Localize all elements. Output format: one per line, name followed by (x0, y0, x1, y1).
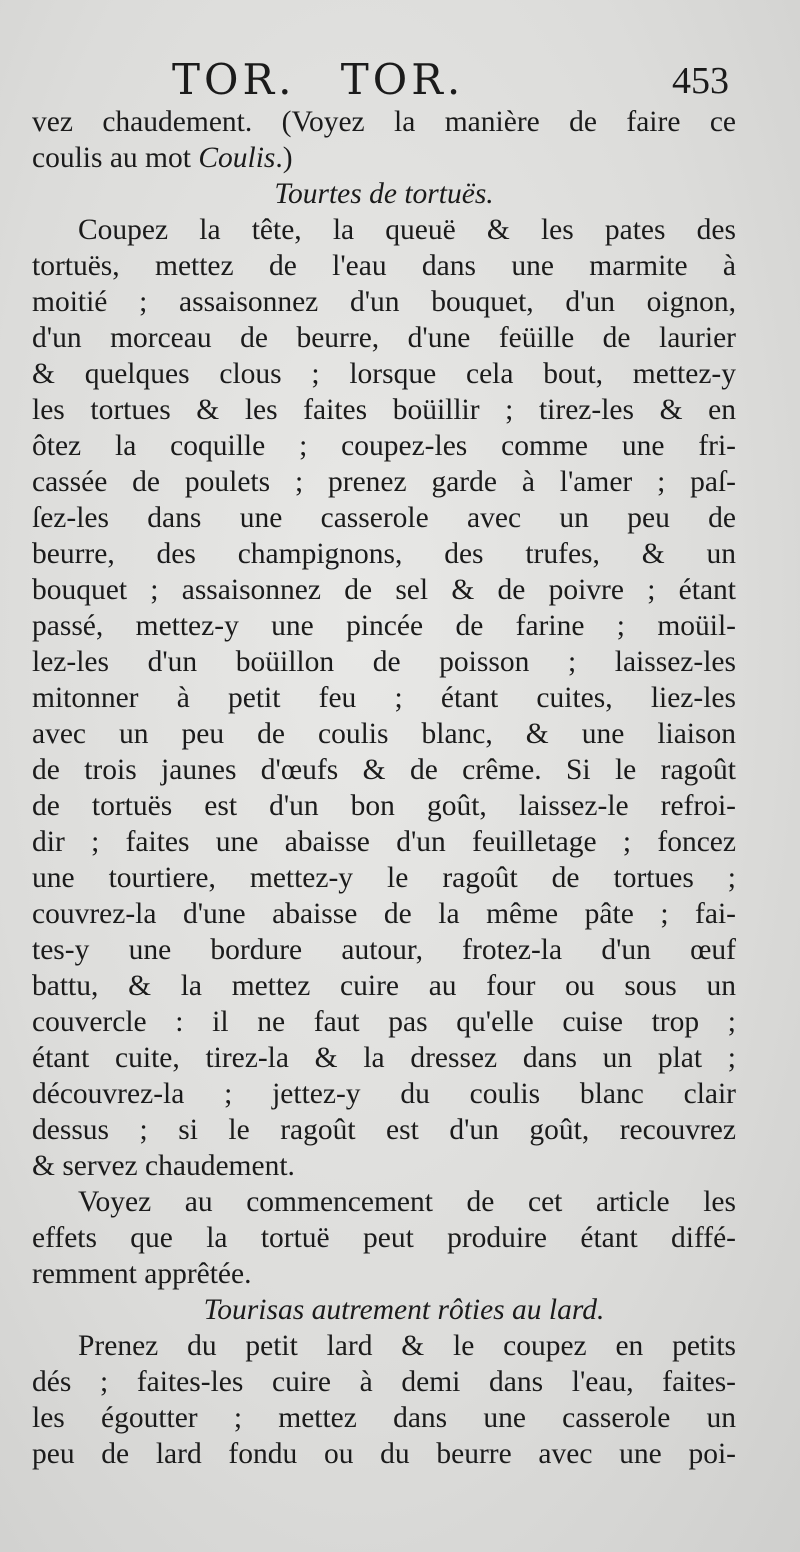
section-heading: Tourisas autrement rôties au lard. (203, 1294, 605, 1326)
text-line: les égoutter ; mettez dans une casserole un (32, 1402, 736, 1434)
text-line: tes-y une bordure autour, frotez-la d'un œuf (32, 934, 736, 966)
text-line: couvercle : il ne faut pas qu'elle cuise trop ; (32, 1006, 736, 1038)
text-line: ôtez la coquille ; coupez-les comme une fri- (32, 430, 736, 462)
text-line: avec un peu de coulis blanc, & une liaison (32, 718, 736, 750)
text-line: dessus ; si le ragoût est d'un goût, recouvrez (32, 1114, 736, 1146)
text-line: mitonner à petit feu ; étant cuites, liez-les (32, 682, 736, 714)
text-line: peu de lard fondu ou du beurre avec une poi- (32, 1438, 736, 1470)
text-line: une tourtiere, mettez-y le ragoût de tortues ; (32, 862, 736, 894)
text-line: couvrez-la d'une abaisse de la même pâte ; fai- (32, 898, 736, 930)
page-header (0, 50, 800, 110)
text-line: d'un morceau de beurre, d'une feüille de laurier (32, 322, 736, 354)
text-line: effets que la tortuë peut produire étant diffé- (32, 1222, 736, 1254)
text-line: dés ; faites-les cuire à demi dans l'eau, faites- (32, 1366, 736, 1398)
text-line: de tortuës est d'un bon goût, laissez-le refroi- (32, 790, 736, 822)
text-line-end: .) (275, 142, 293, 174)
paragraph-start: Prenez du petit lard & le coupez en petits (78, 1330, 736, 1362)
running-head: TOR. TOR. (172, 55, 465, 104)
text-line: cassée de poulets ; prenez garde à l'amer ; paſ- (32, 466, 736, 498)
text-line: dir ; faites une abaisse d'un feuilletage ; foncez (32, 826, 736, 858)
text-line: vez chaudement. (Voyez la manière de faire ce (32, 106, 736, 138)
paragraph-end: & servez chaudement. (32, 1150, 295, 1182)
text-line: & quelques clous ; lorsque cela bout, mettez-y (32, 358, 736, 390)
page-number: 453 (672, 60, 729, 102)
text-line: de trois jaunes d'œufs & de crême. Si le ragoût (32, 754, 736, 786)
text-line: étant cuite, tirez-la & la dressez dans un plat ; (32, 1042, 736, 1074)
text-line: battu, & la mettez cuire au four ou sous un (32, 970, 736, 1002)
paragraph-end: remment apprêtée. (32, 1258, 252, 1290)
text-line: bouquet ; assaisonnez de sel & de poivre ; étant (32, 574, 736, 606)
text-line: beurre, des champignons, des trufes, & un (32, 538, 736, 570)
text-line-start: coulis au mot (32, 142, 199, 174)
cross-reference: Coulis (198, 142, 276, 174)
body-text (32, 104, 736, 1472)
text-line: moitié ; assaisonnez d'un bouquet, d'un oignon, (32, 286, 736, 318)
text-line: lez-les d'un boüillon de poisson ; laissez-les (32, 646, 736, 678)
text-line: ſez-les dans une casserole avec un peu de (32, 502, 736, 534)
paragraph-start: Coupez la tête, la queuë & les pates des (78, 214, 736, 246)
text-line: découvrez-la ; jettez-y du coulis blanc clair (32, 1078, 736, 1110)
text-line (32, 140, 736, 176)
text-line: les tortues & les faites boüillir ; tirez-les & en (32, 394, 736, 426)
text-line: passé, mettez-y une pincée de farine ; moüil- (32, 610, 736, 642)
section-heading: Tourtes de tortuës. (274, 178, 494, 210)
paragraph-start: Voyez au commencement de cet article les (78, 1186, 736, 1218)
text-line: tortuës, mettez de l'eau dans une marmite à (32, 250, 736, 282)
